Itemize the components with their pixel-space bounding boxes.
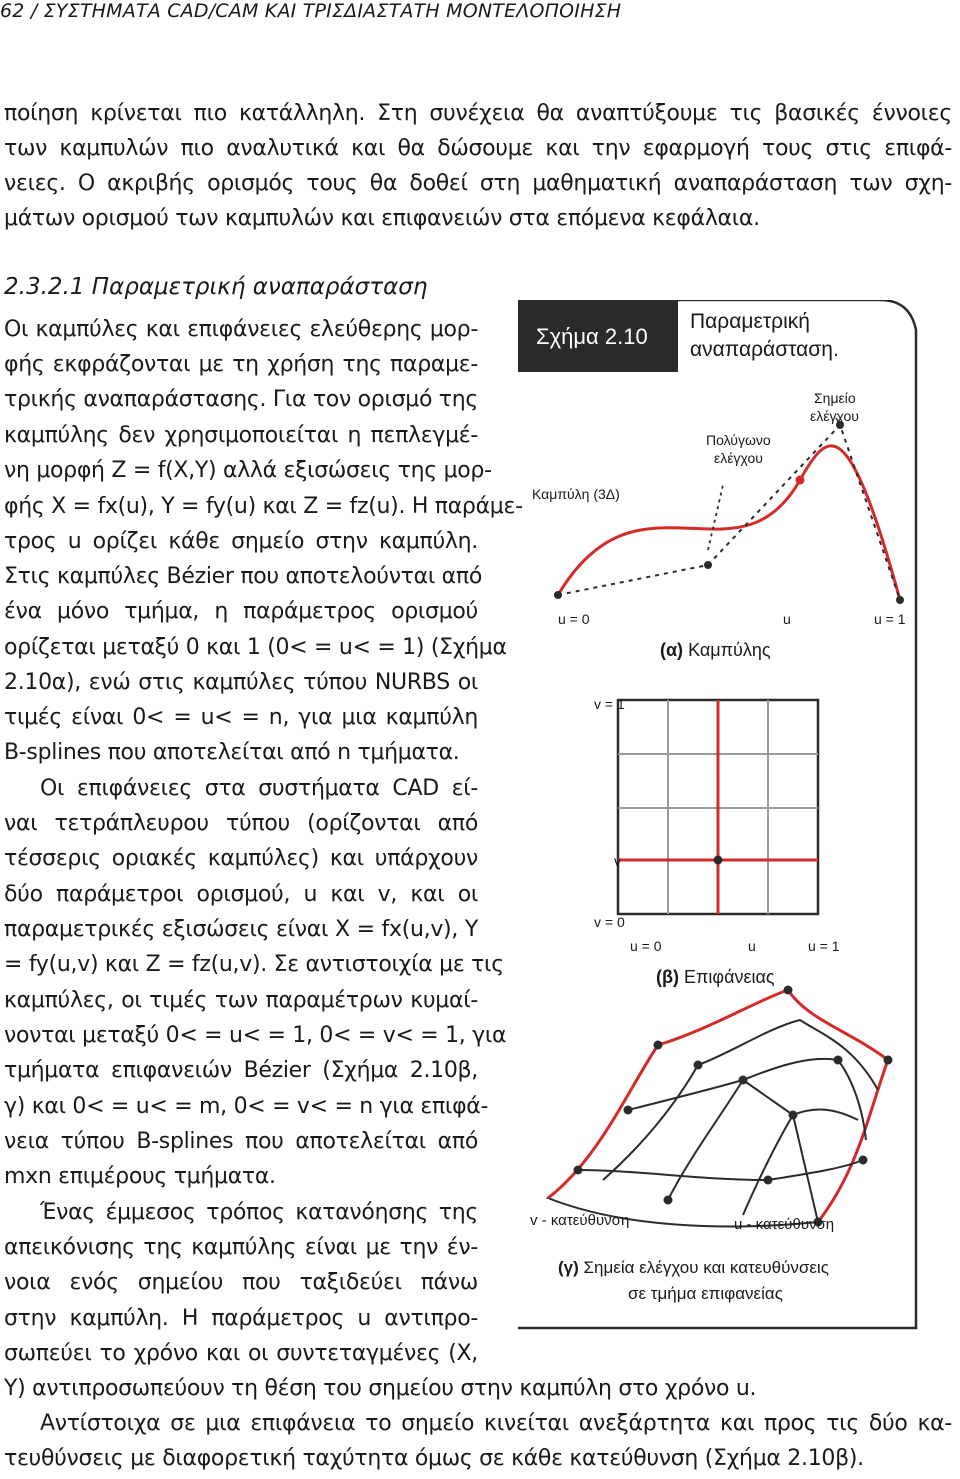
body-line: σωπεύει το χρόνο και οι συντεταγμένες (X, xyxy=(4,1341,478,1366)
control-point-label: ελέγχου xyxy=(810,408,859,424)
control-point xyxy=(784,986,793,995)
patch-iso-line xyxy=(603,1020,878,1180)
body-line: 2.10α), ενώ στις καμπύλες τύπου NURBS οι xyxy=(4,670,478,695)
control-point xyxy=(574,1166,583,1175)
intro-line: ποίηση κρίνεται πιο κατάλληλη. Στη συνέχεια θα αναπτύξουμε τις βασικές έννοιες xyxy=(4,101,952,126)
control-point-label: Σημείο xyxy=(814,390,856,406)
bezier-curve xyxy=(558,446,900,600)
subfigure-letter: (γ) xyxy=(558,1258,579,1277)
body-line: απεικόνισης της καμπύλης είναι με την έν- xyxy=(4,1235,478,1260)
figure-caption: Παραμετρική xyxy=(690,310,810,333)
v1-label: v = 1 xyxy=(594,696,625,712)
control-point xyxy=(739,1076,748,1085)
intro-line: των καμπυλών πιο αναλυτικά και θα δώσουμε και την εφαρμογή τους στις επιφά- xyxy=(4,136,952,161)
body-line: mxn επιμέρους τμήματα. xyxy=(4,1164,276,1189)
body-line: καμπύλες, οι τιμές των παραμέτρων κυμαί- xyxy=(4,988,478,1013)
body-line: καμπύλης δεν χρησιμοποιείται η πεπλεγμέ- xyxy=(4,423,478,448)
subfigure-a-caption xyxy=(660,640,771,661)
body-line: Οι επιφάνειες στα συστήματα CAD εί- xyxy=(40,776,478,801)
subfigure-c-caption-line2: σε τμήμα επιφανείας xyxy=(628,1284,783,1303)
control-point xyxy=(834,1056,843,1065)
body-line: τμήματα επιφανειών Bézier (Σχήμα 2.10β, xyxy=(4,1058,478,1083)
body-line: τέσσερις οριακές καμπύλες) και υπάρχουν xyxy=(4,846,478,871)
figure-number: Σχήμα 2.10 xyxy=(536,324,648,349)
polygon-label: ελέγχου xyxy=(714,450,763,466)
u0-label: u = 0 xyxy=(630,938,662,954)
v0-label: v = 0 xyxy=(594,914,625,930)
body-line: τιμές είναι 0< = u< = n, για μια καμπύλη xyxy=(4,705,478,730)
body-line: νεια τύπου B-splines που αποτελείται από xyxy=(4,1129,478,1154)
closing-line: Y) αντιπροσωπεύουν τη θέση του σημείου στην καμπύλη στο χρόνο u. xyxy=(4,1376,757,1401)
body-line: νονται μεταξύ 0< = u< = 1, 0< = v< = 1, για xyxy=(4,1023,507,1048)
section-heading xyxy=(4,274,427,300)
v-direction-label: v - κατεύθυνση xyxy=(530,1212,630,1229)
surface-patch xyxy=(548,986,893,1227)
section-title: Παραμετρική αναπαράσταση xyxy=(91,274,428,300)
body-line: Οι καμπύλες και επιφάνειες ελεύθερης μορ- xyxy=(4,317,478,342)
body-line: ένα μόνο τμήμα, η παράμετρος ορισμού xyxy=(4,599,478,624)
body-line: φής εκφράζονται με τη χρήση της παραμε- xyxy=(4,352,478,377)
subfigure-b-caption xyxy=(656,967,775,988)
control-point xyxy=(624,1106,633,1115)
polygon-leader xyxy=(708,485,723,550)
subfigure-title: Σημεία ελέγχου και κατευθύνσεις xyxy=(583,1258,829,1277)
patch-iso-line xyxy=(628,1080,818,1222)
surface-grid xyxy=(618,700,818,914)
figure-caption: αναπαράσταση. xyxy=(690,338,839,361)
control-point xyxy=(789,1111,798,1120)
point-on-curve xyxy=(796,476,805,485)
section-number: 2.3.2.1 xyxy=(4,274,85,300)
control-point xyxy=(664,1196,673,1205)
body-line: Στις καμπύλες Bézier που αποτελούνται από xyxy=(4,564,482,589)
control-point xyxy=(554,591,562,599)
body-line: νη μορφή Z = f(X,Y) αλλά εξισώσεις της μορ- xyxy=(4,458,492,483)
body-line: γ) και 0< = u< = m, 0< = v< = n για επιφά- xyxy=(4,1094,489,1119)
surface-point xyxy=(714,856,723,865)
body-line: δύο παράμετροι ορισμού, u και v, και οι xyxy=(4,882,478,907)
control-point xyxy=(764,1176,773,1185)
subfigure-title: Καμπύλης xyxy=(688,640,771,660)
intro-line: μάτων ορισμού των καμπυλών και επιφανειών στα επόμενα κεφάλαια. xyxy=(4,206,760,231)
body-line: φής X = fx(u), Y = fy(u) και Z = fz(u). Η παράμε- xyxy=(4,494,523,519)
control-point xyxy=(884,1056,893,1065)
closing-line: Αντίστοιχα σε μια επιφάνεια το σημείο κινείται ανεξάρτητα και προς τις δύο κα- xyxy=(40,1411,952,1436)
u-label: u xyxy=(783,611,791,627)
body-line: νοια ενός σημείου που ταξιδεύει πάνω xyxy=(4,1270,478,1295)
body-line: ναι τετράπλευρου τύπου (ορίζονται από xyxy=(4,811,478,836)
curve3d-label: Καμπύλη (3Δ) xyxy=(532,486,620,502)
control-point xyxy=(859,1156,868,1165)
control-point xyxy=(654,1041,663,1050)
patch-edge-red xyxy=(548,1045,658,1198)
polygon-label: Πολύγωνο xyxy=(706,432,771,448)
body-line: Ένας έμμεσος τρόπος κατανόησης της xyxy=(40,1200,478,1225)
u-direction-label: u - κατεύθυνση xyxy=(734,1216,835,1233)
body-line: στην καμπύλη. Η παράμετρος u αντιπρο- xyxy=(4,1306,478,1331)
u-label: u xyxy=(748,938,756,954)
body-line: ορίζεται μεταξύ 0 και 1 (0< = u< = 1) (Σχήμα xyxy=(4,635,507,660)
control-point xyxy=(704,561,712,569)
u1-label: u = 1 xyxy=(808,938,840,954)
figure-2-10 xyxy=(518,300,930,1332)
control-point xyxy=(896,596,904,604)
subfigure-title: Επιφάνειας xyxy=(684,967,775,987)
intro-line: νειες. Ο ακριβής ορισμός τους θα δοθεί στη μαθηματική αναπαράσταση των σχη- xyxy=(4,171,952,196)
body-line: τρικής αναπαράστασης. Για τον ορισμό της xyxy=(4,387,478,412)
u0-label: u = 0 xyxy=(558,611,590,627)
subfigure-c-caption xyxy=(558,1258,829,1278)
u1-label: u = 1 xyxy=(874,611,906,627)
running-header: 62 / ΣΥΣΤΗΜΑΤΑ CAD/CAM ΚΑΙ ΤΡΙΣΔΙΑΣΤΑΤΗ ΜΟΝΤΕΛΟΠΟΙΗΣΗ xyxy=(0,0,622,22)
v-label: v xyxy=(614,853,621,869)
body-line: τρος u ορίζει κάθε σημείο στην καμπύλη. xyxy=(4,529,478,554)
patch-iso-line xyxy=(743,1110,858,1215)
subfigure-letter: (α) xyxy=(660,640,684,660)
closing-line: τευθύνσεις με διαφορετική ταχύτητα όμως σε κάθε κατεύθυνση (Σχήμα 2.10β). xyxy=(4,1446,864,1471)
control-point xyxy=(694,1061,703,1070)
body-line: B-splines που αποτελείται από n τμήματα. xyxy=(4,740,460,765)
body-line: = fy(u,v) και Z = fz(u,v). Σε αντιστοιχία με τις xyxy=(4,952,504,977)
body-line: παραμετρικές εξισώσεις είναι X = fx(u,v), Y xyxy=(4,917,478,942)
patch-edge-red xyxy=(658,990,888,1222)
subfigure-letter: (β) xyxy=(656,967,679,987)
